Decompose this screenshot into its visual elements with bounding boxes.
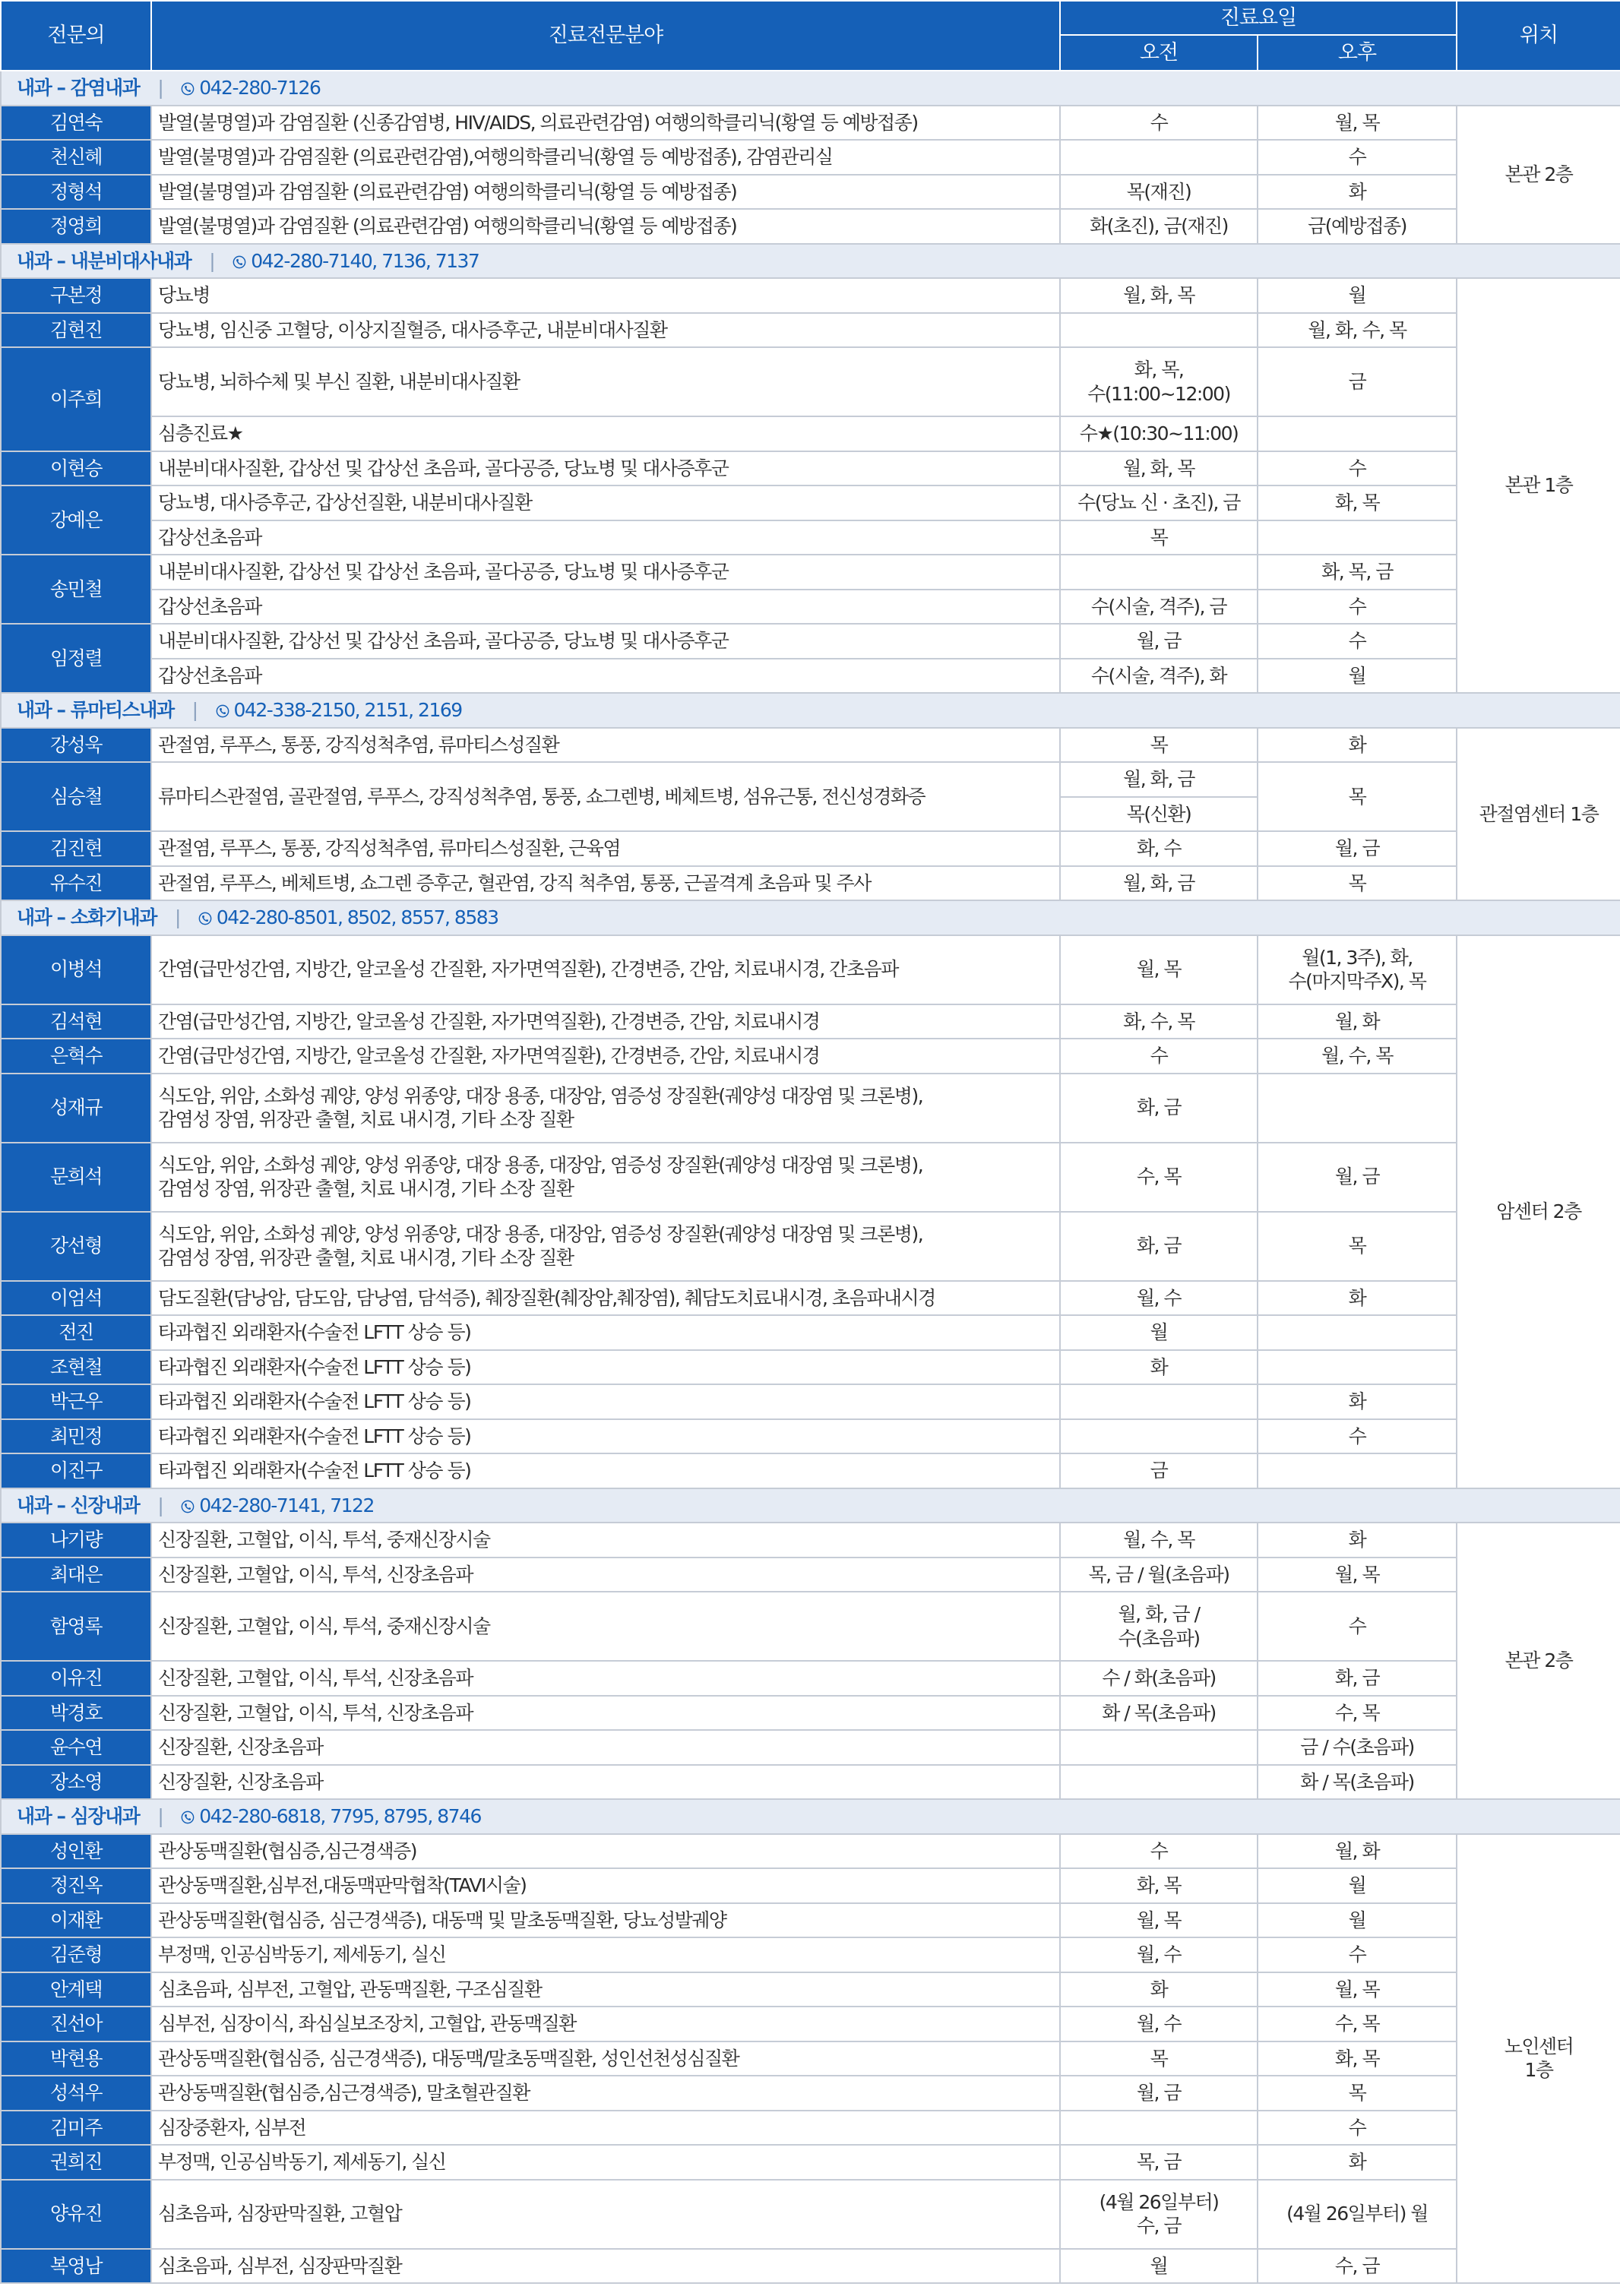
table-row: [1, 935, 1620, 1004]
table-row: [1, 1558, 1620, 1592]
morning-schedule: [1060, 1765, 1258, 1800]
specialty-field: 관절염, 루푸스, 베체트병, 쇼그렌 증후군, 혈관염, 강직 척추염, 통풍, 근골격계 초음파 및 주사: [151, 866, 1060, 901]
section-phone: 042-280-7141, 7122: [199, 1494, 374, 1516]
doctor-name: 함영록: [1, 1592, 151, 1661]
table-row: [1, 1903, 1620, 1938]
table-row: [1, 1143, 1620, 1212]
doctor-name: 강성욱: [1, 728, 151, 763]
morning-schedule: 월, 금: [1060, 2076, 1258, 2111]
table-row: [1, 1074, 1620, 1143]
phone-icon: [181, 82, 195, 96]
afternoon-schedule: 월, 수, 목: [1258, 1039, 1457, 1074]
morning-schedule: 월, 화, 금: [1060, 866, 1258, 901]
morning-schedule: 목: [1060, 520, 1258, 555]
specialty-field: 심초음파, 심부전, 고혈압, 관동맥질환, 구조심질환: [151, 1972, 1060, 2007]
doctor-name: 이현승: [1, 451, 151, 486]
morning-schedule: 수: [1060, 106, 1258, 141]
doctor-name: 문희석: [1, 1143, 151, 1212]
afternoon-schedule: 월, 목: [1258, 106, 1457, 141]
doctor-name: 이엄석: [1, 1281, 151, 1316]
section-header-row: [1, 1488, 1620, 1523]
doctor-name: 나기량: [1, 1523, 151, 1558]
section-header: [1, 244, 1620, 279]
table-row: [1, 1661, 1620, 1696]
afternoon-schedule: 목: [1258, 1212, 1457, 1281]
morning-schedule: 화, 목, 수(11:00~12:00): [1060, 347, 1258, 416]
table-row: [1, 209, 1620, 244]
afternoon-schedule: 화, 금: [1258, 1661, 1457, 1696]
afternoon-schedule: 화: [1258, 1523, 1457, 1558]
afternoon-schedule: 수: [1258, 590, 1457, 625]
afternoon-schedule: 목: [1258, 866, 1457, 901]
morning-schedule: 화: [1060, 1972, 1258, 2007]
specialty-field: 식도암, 위암, 소화성 궤양, 양성 위종양, 대장 용종, 대장암, 염증성 장질환(궤양성 대장염 및 크론병), 감염성 장염, 위장관 출혈, 치료 내시경, 기타 소장 질환: [151, 1074, 1060, 1143]
morning-schedule: 월, 수: [1060, 1937, 1258, 1972]
morning-schedule: [1060, 1384, 1258, 1419]
morning-schedule: [1060, 1419, 1258, 1454]
section-header-row: [1, 71, 1620, 106]
section-header: [1, 71, 1620, 106]
section-divider: |: [209, 249, 215, 272]
table-row: [1, 2041, 1620, 2076]
morning-schedule: 화, 금: [1060, 1074, 1258, 1143]
header-field: 진료전문분야: [151, 1, 1060, 71]
doctor-name: 박경호: [1, 1696, 151, 1731]
specialty-field: 신장질환, 고혈압, 이식, 투석, 신장초음파: [151, 1661, 1060, 1696]
specialty-field: 타과협진 외래환자(수술전 LFTT 상승 등): [151, 1453, 1060, 1488]
doctor-name: 강선형: [1, 1212, 151, 1281]
specialty-field: 타과협진 외래환자(수술전 LFTT 상승 등): [151, 1419, 1060, 1454]
specialty-field: 관절염, 루푸스, 통풍, 강직성척추염, 류마티스성질환, 근육염: [151, 831, 1060, 866]
specialty-field: 심부전, 심장이식, 좌심실보조장치, 고혈압, 관동맥질환: [151, 2007, 1060, 2041]
afternoon-schedule: (4월 26일부터) 월: [1258, 2180, 1457, 2249]
doctor-name: 김현진: [1, 313, 151, 348]
section-title: 내과 – 류마티스내과: [17, 699, 174, 722]
afternoon-schedule: 화: [1258, 728, 1457, 763]
specialty-field: 당뇨병, 임신중 고혈당, 이상지질혈증, 대사증후군, 내분비대사질환: [151, 313, 1060, 348]
section-divider: |: [191, 699, 198, 722]
table-row: [1, 866, 1620, 901]
specialty-field: 부정맥, 인공심박동기, 제세동기, 실신: [151, 1937, 1060, 1972]
afternoon-schedule: 화: [1258, 1281, 1457, 1316]
section-title: 내과 – 소화기내과: [17, 906, 157, 929]
specialty-field: 발열(불명열)과 감염질환 (의료관련감염),여행의학클리닉(황열 등 예방접종), 감염관리실: [151, 140, 1060, 175]
afternoon-schedule: [1258, 1074, 1457, 1143]
section-header-row: [1, 1799, 1620, 1834]
afternoon-schedule: 월: [1258, 1903, 1457, 1938]
specialty-field: 간염(급만성간염, 지방간, 알코올성 간질환, 자가면역질환), 간경변증, 간암, 치료내시경: [151, 1039, 1060, 1074]
table-row: [1, 590, 1620, 625]
table-row: [1, 416, 1620, 451]
specialty-field: 심초음파, 심장판막질환, 고혈압: [151, 2180, 1060, 2249]
morning-schedule: 화, 수: [1060, 831, 1258, 866]
table-row: [1, 140, 1620, 175]
table-row: [1, 313, 1620, 348]
afternoon-schedule: 월, 목: [1258, 1558, 1457, 1592]
table-row: [1, 1696, 1620, 1731]
doctor-name: 최대은: [1, 1558, 151, 1592]
morning-schedule: 목: [1060, 728, 1258, 763]
specialty-field: 신장질환, 고혈압, 이식, 투석, 신장초음파: [151, 1558, 1060, 1592]
specialty-field: 신장질환, 신장초음파: [151, 1730, 1060, 1765]
doctor-name: 이진구: [1, 1453, 151, 1488]
morning-schedule: 월, 수, 목: [1060, 1523, 1258, 1558]
afternoon-schedule: 금(예방접종): [1258, 209, 1457, 244]
doctor-name: 구본정: [1, 278, 151, 313]
specialty-field: 신장질환, 신장초음파: [151, 1765, 1060, 1800]
doctor-name: 양유진: [1, 2180, 151, 2249]
afternoon-schedule: 수, 목: [1258, 2007, 1457, 2041]
table-row: [1, 2145, 1620, 2180]
doctor-name: 김준형: [1, 1937, 151, 1972]
table-row: [1, 520, 1620, 555]
doctor-name: 김석현: [1, 1004, 151, 1039]
table-row: [1, 278, 1620, 313]
afternoon-schedule: 월, 금: [1258, 831, 1457, 866]
morning-schedule: 월: [1060, 2249, 1258, 2284]
morning-schedule: [1060, 1730, 1258, 1765]
afternoon-schedule: 수: [1258, 2111, 1457, 2146]
morning-schedule: 수(당뇨 신 · 초진), 금: [1060, 485, 1258, 520]
specialty-field: 심층진료★: [151, 416, 1060, 451]
afternoon-schedule: 월, 금: [1258, 1143, 1457, 1212]
morning-schedule: 수: [1060, 1039, 1258, 1074]
clinic-location: 관절염센터 1층: [1457, 728, 1620, 901]
specialty-field: 신장질환, 고혈압, 이식, 투석, 중재신장시술: [151, 1592, 1060, 1661]
specialty-field: 당뇨병, 뇌하수체 및 부신 질환, 내분비대사질환: [151, 347, 1060, 416]
morning-schedule: 월, 화, 목: [1060, 451, 1258, 486]
specialty-field: 타과협진 외래환자(수술전 LFTT 상승 등): [151, 1315, 1060, 1350]
header-am: 오전: [1060, 35, 1258, 71]
specialty-field: 관상동맥질환,심부전,대동맥판막협착(TAVI시술): [151, 1868, 1060, 1903]
table-row: [1, 555, 1620, 590]
afternoon-schedule: 화: [1258, 175, 1457, 210]
specialty-field: 관상동맥질환(협심증, 심근경색증), 대동맥/말초동맥질환, 성인선천성심질환: [151, 2041, 1060, 2076]
morning-schedule: 화, 수, 목: [1060, 1004, 1258, 1039]
morning-schedule: 화, 목: [1060, 1868, 1258, 1903]
afternoon-schedule: 수: [1258, 1419, 1457, 1454]
specialty-field: 내분비대사질환, 갑상선 및 갑상선 초음파, 골다공증, 당뇨병 및 대사증후군: [151, 555, 1060, 590]
afternoon-schedule: 목: [1258, 2076, 1457, 2111]
table-row: [1, 1972, 1620, 2007]
doctor-name: 심승철: [1, 762, 151, 831]
afternoon-schedule: 월: [1258, 1868, 1457, 1903]
afternoon-schedule: 화, 목: [1258, 485, 1457, 520]
table-row: [1, 106, 1620, 141]
afternoon-schedule: 월, 목: [1258, 1972, 1457, 2007]
section-divider: |: [174, 906, 180, 929]
afternoon-schedule: [1258, 416, 1457, 451]
morning-schedule: 목: [1060, 2041, 1258, 2076]
section-title: 내과 – 심장내과: [17, 1805, 140, 1828]
afternoon-schedule: [1258, 1350, 1457, 1385]
morning-schedule: 수(시술, 격주), 화: [1060, 659, 1258, 694]
phone-icon: [216, 704, 229, 718]
morning-schedule: 월, 목: [1060, 935, 1258, 1004]
specialty-field: 내분비대사질환, 갑상선 및 갑상선 초음파, 골다공증, 당뇨병 및 대사증후군: [151, 451, 1060, 486]
section-header: [1, 1488, 1620, 1523]
specialty-field: 당뇨병, 대사증후군, 갑상선질환, 내분비대사질환: [151, 485, 1060, 520]
table-row: [1, 2111, 1620, 2146]
afternoon-schedule: [1258, 520, 1457, 555]
section-phone: 042-280-7140, 7136, 7137: [251, 249, 479, 272]
morning-schedule: 목(재진): [1060, 175, 1258, 210]
doctor-name: 최민정: [1, 1419, 151, 1454]
morning-schedule: [1060, 313, 1258, 348]
doctor-name: 정영희: [1, 209, 151, 244]
table-row: [1, 1419, 1620, 1454]
specialty-field: 간염(급만성간염, 지방간, 알코올성 간질환, 자가면역질환), 간경변증, 간암, 치료내시경: [151, 1004, 1060, 1039]
morning-schedule: 화: [1060, 1350, 1258, 1385]
specialty-field: 부정맥, 인공심박동기, 제세동기, 실신: [151, 2145, 1060, 2180]
morning-schedule: 수(시술, 격주), 금: [1060, 590, 1258, 625]
doctor-name: 조현철: [1, 1350, 151, 1385]
doctor-name: 전진: [1, 1315, 151, 1350]
doctor-name: 정형석: [1, 175, 151, 210]
header-pm: 오후: [1258, 35, 1457, 71]
morning-schedule: 수: [1060, 1834, 1258, 1869]
header-specialist: 전문의: [1, 1, 151, 71]
doctor-name: 복영남: [1, 2249, 151, 2284]
section-title: 내과 – 감염내과: [17, 77, 140, 100]
clinic-location: 본관 1층: [1457, 278, 1620, 693]
table-row: [1, 347, 1620, 416]
clinic-location: 본관 2층: [1457, 106, 1620, 244]
morning-schedule: [1060, 555, 1258, 590]
afternoon-schedule: 월(1, 3주), 화, 수(마지막주X), 목: [1258, 935, 1457, 1004]
specialty-field: 발열(불명열)과 감염질환 (의료관련감염) 여행의학클리닉(황열 등 예방접종): [151, 175, 1060, 210]
section-title: 내과 – 내분비대사내과: [17, 249, 191, 272]
afternoon-schedule: [1258, 1315, 1457, 1350]
section-header: [1, 900, 1620, 935]
doctor-name: 이유진: [1, 1661, 151, 1696]
phone-icon: [181, 1811, 195, 1824]
phone-icon: [198, 912, 212, 925]
doctor-name: 성인환: [1, 1834, 151, 1869]
morning-schedule: [1060, 2111, 1258, 2146]
afternoon-schedule: 화: [1258, 1384, 1457, 1419]
specialty-field: 갑상선초음파: [151, 520, 1060, 555]
section-title: 내과 – 신장내과: [17, 1494, 140, 1516]
morning-schedule: 금: [1060, 1453, 1258, 1488]
doctor-name: 송민철: [1, 555, 151, 624]
table-row: [1, 451, 1620, 486]
table-row: [1, 659, 1620, 694]
doctor-name: 정진옥: [1, 1868, 151, 1903]
doctor-name: 김진현: [1, 831, 151, 866]
table-row: [1, 624, 1620, 659]
specialty-field: 심초음파, 심부전, 심장판막질환: [151, 2249, 1060, 2284]
morning-schedule: [1060, 140, 1258, 175]
section-divider: |: [157, 1494, 163, 1516]
afternoon-schedule: 화 / 목(초음파): [1258, 1765, 1457, 1800]
afternoon-schedule: 수: [1258, 624, 1457, 659]
doctor-name: 장소영: [1, 1765, 151, 1800]
specialty-field: 관절염, 루푸스, 통풍, 강직성척추염, 류마티스성질환: [151, 728, 1060, 763]
morning-schedule: 수, 목: [1060, 1143, 1258, 1212]
afternoon-schedule: 수, 목: [1258, 1696, 1457, 1731]
table-row: [1, 2249, 1620, 2284]
specialty-field: 식도암, 위암, 소화성 궤양, 양성 위종양, 대장 용종, 대장암, 염증성 장질환(궤양성 대장염 및 크론병), 감염성 장염, 위장관 출혈, 치료 내시경, 기타 소장 질환: [151, 1143, 1060, 1212]
table-row: [1, 1350, 1620, 1385]
morning-schedule: 목, 금 / 월(초음파): [1060, 1558, 1258, 1592]
doctor-name: 유수진: [1, 866, 151, 901]
specialty-field: 내분비대사질환, 갑상선 및 갑상선 초음파, 골다공증, 당뇨병 및 대사증후군: [151, 624, 1060, 659]
specialty-field: 갑상선초음파: [151, 590, 1060, 625]
doctor-name: 강예은: [1, 485, 151, 555]
clinic-location: 노인센터 1층: [1457, 1834, 1620, 2284]
doctor-name: 은혁수: [1, 1039, 151, 1074]
specialty-field: 류마티스관절염, 골관절염, 루푸스, 강직성척추염, 통풍, 쇼그렌병, 베체트병, 섬유근통, 전신성경화증: [151, 762, 1060, 831]
section-phone: 042-280-7126: [199, 77, 321, 100]
specialty-field: 발열(불명열)과 감염질환 (의료관련감염) 여행의학클리닉(황열 등 예방접종): [151, 209, 1060, 244]
morning-schedule: 월: [1060, 1315, 1258, 1350]
afternoon-schedule: 월: [1258, 278, 1457, 313]
specialty-field: 식도암, 위암, 소화성 궤양, 양성 위종양, 대장 용종, 대장암, 염증성 장질환(궤양성 대장염 및 크론병), 감염성 장염, 위장관 출혈, 치료 내시경, 기타 소장 질환: [151, 1212, 1060, 1281]
afternoon-schedule: 월, 화: [1258, 1834, 1457, 1869]
table-row: [1, 1039, 1620, 1074]
morning-schedule: 수★(10:30~11:00): [1060, 416, 1258, 451]
table-row: [1, 1730, 1620, 1765]
afternoon-schedule: [1258, 1453, 1457, 1488]
phone-icon: [181, 1500, 195, 1513]
morning-schedule: 월, 화, 금 / 수(초음파): [1060, 1592, 1258, 1661]
specialty-field: 관상동맥질환(협심증,심근경색증), 말초혈관질환: [151, 2076, 1060, 2111]
specialty-field: 발열(불명열)과 감염질환 (신종감염병, HIV/AIDS, 의료관련감염) 여행의학클리닉(황열 등 예방접종): [151, 106, 1060, 141]
doctor-name: 성재규: [1, 1074, 151, 1143]
afternoon-schedule: 화, 목, 금: [1258, 555, 1457, 590]
morning-schedule: 월, 화, 금: [1060, 762, 1258, 797]
header-days: 진료요일: [1060, 1, 1457, 35]
doctor-name: 이주희: [1, 347, 151, 451]
section-phone: 042-280-8501, 8502, 8557, 8583: [216, 906, 498, 929]
morning-schedule: 수 / 화(초음파): [1060, 1661, 1258, 1696]
doctor-name: 김연숙: [1, 106, 151, 141]
table-row: [1, 2180, 1620, 2249]
specialty-field: 타과협진 외래환자(수술전 LFTT 상승 등): [151, 1350, 1060, 1385]
specialty-field: 관상동맥질환(협심증, 심근경색증), 대동맥 및 말초동맥질환, 당뇨성발궤양: [151, 1903, 1060, 1938]
doctor-name: 이병석: [1, 935, 151, 1004]
table-row: [1, 728, 1620, 763]
section-header: [1, 1799, 1620, 1834]
doctor-name: 윤수연: [1, 1730, 151, 1765]
afternoon-schedule: 월: [1258, 659, 1457, 694]
section-divider: |: [157, 1805, 163, 1828]
doctor-name: 임정렬: [1, 624, 151, 693]
clinic-location: 본관 2층: [1457, 1523, 1620, 1799]
doctor-name: 성석우: [1, 2076, 151, 2111]
doctor-name: 김미주: [1, 2111, 151, 2146]
table-row: [1, 1868, 1620, 1903]
afternoon-schedule: 수: [1258, 1592, 1457, 1661]
section-header-row: [1, 244, 1620, 279]
table-row: [1, 1592, 1620, 1661]
table-row: [1, 1281, 1620, 1316]
doctor-name: 진선아: [1, 2007, 151, 2041]
morning-schedule: 목(신환): [1060, 797, 1258, 832]
morning-schedule: 화, 금: [1060, 1212, 1258, 1281]
specialty-field: 신장질환, 고혈압, 이식, 투석, 중재신장시술: [151, 1523, 1060, 1558]
afternoon-schedule: 수: [1258, 451, 1457, 486]
specialty-field: 심장중환자, 심부전: [151, 2111, 1060, 2146]
afternoon-schedule: 수: [1258, 140, 1457, 175]
afternoon-schedule: 월, 화, 수, 목: [1258, 313, 1457, 348]
morning-schedule: 목, 금: [1060, 2145, 1258, 2180]
table-row: [1, 1937, 1620, 1972]
doctor-name: 천신혜: [1, 140, 151, 175]
clinic-location: 암센터 2층: [1457, 935, 1620, 1488]
specialty-field: 갑상선초음파: [151, 659, 1060, 694]
doctor-name: 안계택: [1, 1972, 151, 2007]
doctor-name: 박근우: [1, 1384, 151, 1419]
morning-schedule: 화(초진), 금(재진): [1060, 209, 1258, 244]
doctor-name: 권희진: [1, 2145, 151, 2180]
afternoon-schedule: 금: [1258, 347, 1457, 416]
table-row: [1, 831, 1620, 866]
specialty-field: 당뇨병: [151, 278, 1060, 313]
afternoon-schedule: 금 / 수(초음파): [1258, 1730, 1457, 1765]
table-row: [1, 2007, 1620, 2041]
morning-schedule: 월, 금: [1060, 624, 1258, 659]
table-row: [1, 1004, 1620, 1039]
afternoon-schedule: 월, 화: [1258, 1004, 1457, 1039]
morning-schedule: 월, 화, 목: [1060, 278, 1258, 313]
table-row: [1, 1834, 1620, 1869]
morning-schedule: 월, 수: [1060, 1281, 1258, 1316]
morning-schedule: 화 / 목(초음파): [1060, 1696, 1258, 1731]
afternoon-schedule: 수: [1258, 1937, 1457, 1972]
afternoon-schedule: 수, 금: [1258, 2249, 1457, 2284]
morning-schedule: (4월 26일부터) 수, 금: [1060, 2180, 1258, 2249]
section-header: [1, 693, 1620, 728]
table-row: [1, 762, 1620, 797]
morning-schedule: 월, 수: [1060, 2007, 1258, 2041]
section-header-row: [1, 900, 1620, 935]
phone-icon: [233, 255, 246, 269]
afternoon-schedule: 화, 목: [1258, 2041, 1457, 2076]
table-row: [1, 1212, 1620, 1281]
morning-schedule: 월, 목: [1060, 1903, 1258, 1938]
table-row: [1, 1315, 1620, 1350]
specialty-field: 신장질환, 고혈압, 이식, 투석, 신장초음파: [151, 1696, 1060, 1731]
table-row: [1, 2076, 1620, 2111]
table-row: [1, 175, 1620, 210]
table-row: [1, 1523, 1620, 1558]
specialty-field: 관상동맥질환(협심증,심근경색증): [151, 1834, 1060, 1869]
specialty-field: 간염(급만성간염, 지방간, 알코올성 간질환, 자가면역질환), 간경변증, 간암, 치료내시경, 간초음파: [151, 935, 1060, 1004]
table-row: [1, 1453, 1620, 1488]
header-location: 위치: [1457, 1, 1620, 71]
table-row: [1, 485, 1620, 520]
section-header-row: [1, 693, 1620, 728]
afternoon-schedule: 화: [1258, 2145, 1457, 2180]
section-divider: |: [157, 77, 163, 100]
afternoon-schedule: 목: [1258, 762, 1457, 831]
doctor-name: 박현용: [1, 2041, 151, 2076]
section-phone: 042-280-6818, 7795, 8795, 8746: [199, 1805, 481, 1828]
doctor-name: 이재환: [1, 1903, 151, 1938]
section-phone: 042-338-2150, 2151, 2169: [233, 699, 462, 722]
table-row: [1, 1765, 1620, 1800]
specialty-field: 담도질환(담낭암, 담도암, 담낭염, 담석증), 췌장질환(췌장암,췌장염), 췌담도치료내시경, 초음파내시경: [151, 1281, 1060, 1316]
table-row: [1, 1384, 1620, 1419]
specialty-field: 타과협진 외래환자(수술전 LFTT 상승 등): [151, 1384, 1060, 1419]
